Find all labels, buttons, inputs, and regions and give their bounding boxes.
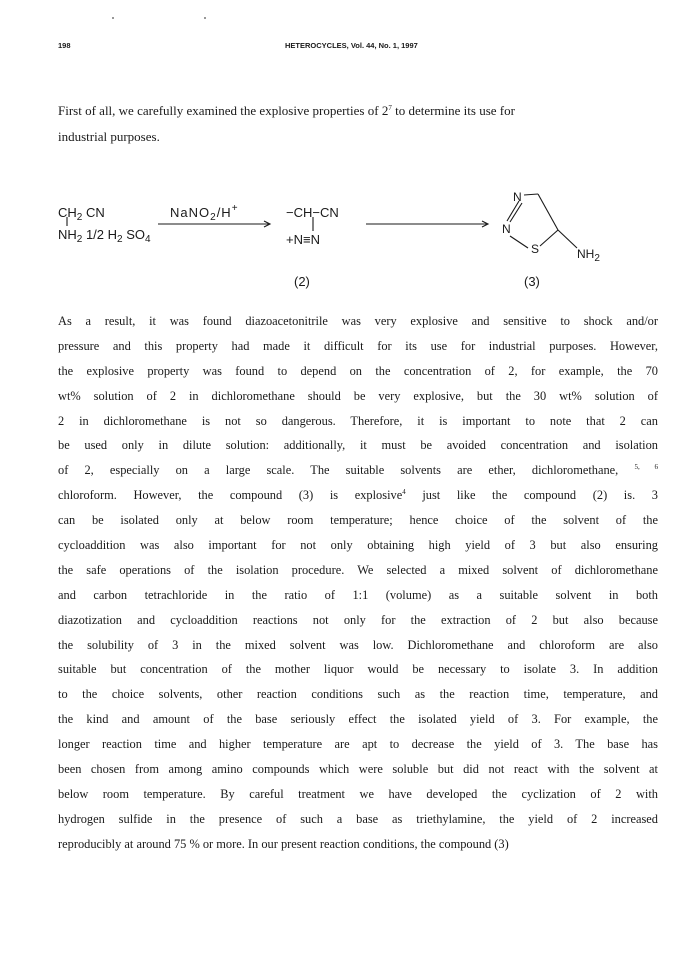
reference-superscript: 4 [402, 488, 406, 497]
intro-paragraph [58, 98, 656, 150]
journal-reference: HETEROCYCLES, Vol. 44, No. 1, 1997 [285, 41, 418, 50]
reaction-scheme [58, 186, 658, 296]
ring-sulfur: S [531, 242, 540, 256]
body-line: As a result, it was found diazoacetonitrile was very explosive and sensitive to shock and/or [58, 314, 658, 328]
reactant-formula-top: $CH_2$ CN [58, 205, 105, 223]
scan-speck [112, 17, 114, 19]
body-line: and carbon tetrachloride in the ratio of 1:1 (volume) as a suitable solvent in both [58, 587, 658, 602]
intro-line: First of all, we carefully examined the explosive properties of $2^7$ to determine its use for [58, 103, 515, 118]
body-line: cycloaddition was also important for not only obtaining high yield of 3 but also ensuring [58, 538, 658, 553]
ring-bond-c-n [524, 194, 538, 195]
body-line: wt% solution of 2 in dichloromethane should be very explosive, but the 30 wt% solution of [58, 388, 658, 403]
compound-3-label: (3) [524, 274, 540, 289]
ring-bond-s-c [540, 230, 558, 246]
body-line: longer reaction time and higher temperature are apt to decrease the yield of 3. The base has [58, 737, 658, 752]
ring-bond-n-s [510, 236, 528, 248]
body-line: the safe operations of the isolation procedure. We selected a mixed solvent of dichloromethane [58, 562, 658, 577]
body-line: be used only in dilute solution: additionally, it must be avoided concentration and isolation [58, 438, 658, 453]
body-paragraph [58, 309, 658, 857]
body-line: diazotization and cycloaddition reactions not only for the extraction of 2 but also because [58, 612, 658, 627]
body-line: 2 in dichloromethane is not so dangerous. Therefore, it is important to note that 2 can [58, 413, 658, 428]
reagent-label: NaNO$_2$/H+ [170, 203, 239, 223]
body-line: been chosen from among amino compounds which were soluble but did not react with the solvent at [58, 762, 658, 777]
scan-speck [204, 17, 206, 19]
amino-group: $NH_2$ [577, 247, 600, 264]
compound-2-label: (2) [294, 274, 310, 289]
body-line: hydrogen sulfide in the presence of such a base as triethylamine, the yield of 2 increased [58, 811, 658, 826]
running-head [58, 41, 658, 55]
body-line: the explosive property was found to depend on the concentration of 2, for example, the 70 [58, 363, 658, 378]
body-line: the kind and amount of the base seriously effect the isolated yield of 3. For example, the [58, 712, 658, 727]
body-line: of 2, especially on a large scale. The suitable solvents are ether, dichloromethane, $^{5, 6}$ [58, 463, 658, 478]
body-line: can be isolated only at below room temperature; hence choice of the solvent of the [58, 513, 658, 528]
reference-superscript: 7 [388, 104, 392, 112]
body-line: reproducibly at around 75 % or more. In our present reaction conditions, the compound (3) [58, 836, 509, 851]
body-line: the solubility of 3 in the mixed solvent was low. Dichloromethane and chloroform are also [58, 637, 658, 652]
page-number: 198 [58, 41, 71, 50]
body-line: below room temperature. By careful treatment we have developed the cyclization of 2 with [58, 786, 658, 801]
ring-nitrogen-top: N [513, 190, 522, 204]
ring-nitrogen-left: N [502, 222, 511, 236]
intermediate-formula-bottom: +N≡N [286, 232, 320, 247]
intermediate-formula-top: −CH−CN [286, 205, 339, 220]
body-line: suitable but concentration of the mother liquor would be necessary to isolate 3. In addition [58, 662, 658, 677]
body-line: to the choice solvents, other reaction conditions such as the reaction time, temperature, and [58, 687, 658, 702]
ring-bond-c-c [538, 194, 558, 230]
body-line: chloroform. However, the compound (3) is explosive$^4$ just like the compound (2) is. 3 [58, 488, 658, 503]
amino-bond [558, 230, 577, 248]
reactant-formula-bottom: $NH_2$ 1/2 $H_2$ $SO_4$ [58, 227, 151, 245]
intro-line: industrial purposes. [58, 129, 160, 144]
scheme-drawing [58, 186, 658, 296]
body-line: pressure and this property had made it difficult for its use for industrial purposes. However, [58, 338, 658, 353]
reference-superscript: 5, 6 [634, 463, 658, 472]
